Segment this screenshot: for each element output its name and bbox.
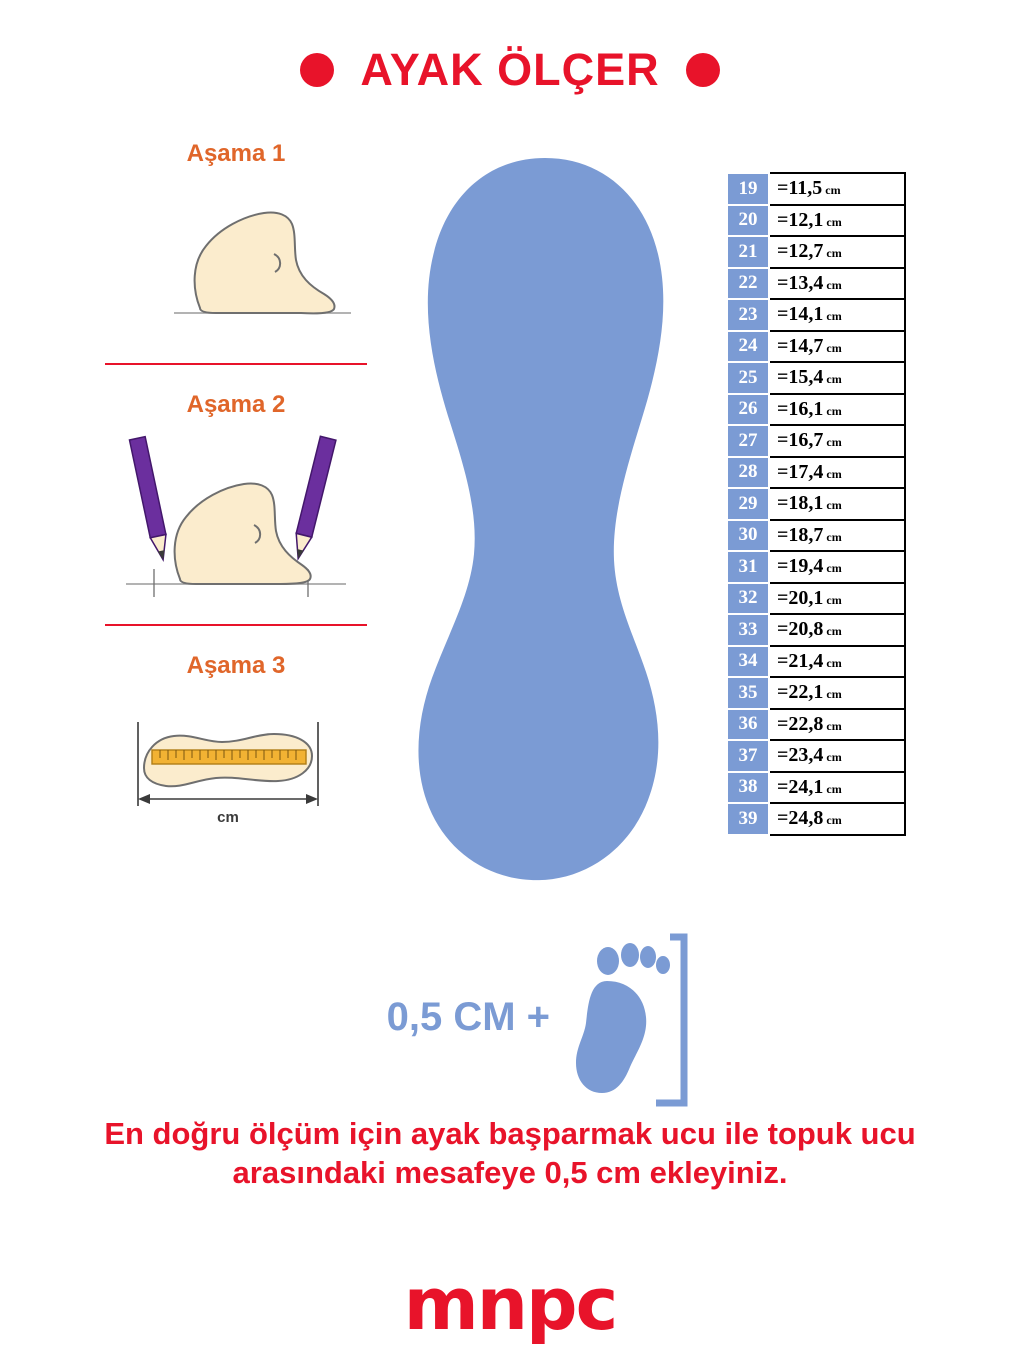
unit-label: cm — [826, 214, 842, 229]
half-cm-label: 0,5 CM + — [386, 995, 550, 1039]
table-row — [727, 205, 905, 237]
length-value: =13,4 — [777, 271, 824, 294]
size-cell: 33 — [727, 614, 769, 646]
length-value: =12,7 — [777, 240, 824, 263]
length-cell — [769, 488, 905, 520]
unit-label: cm — [826, 466, 842, 481]
length-value: =23,4 — [777, 744, 824, 767]
foot-with-ruler-icon — [96, 680, 376, 870]
length-value: =16,7 — [777, 429, 824, 452]
size-cell: 29 — [727, 488, 769, 520]
size-cell: 22 — [727, 268, 769, 300]
unit-label: cm — [826, 592, 842, 607]
unit-label: cm — [826, 372, 842, 387]
length-value: =18,1 — [777, 492, 824, 515]
table-row — [727, 551, 905, 583]
size-cell: 38 — [727, 772, 769, 804]
size-cell: 19 — [727, 173, 769, 205]
table-row — [727, 614, 905, 646]
decorative-dot-left-icon — [300, 53, 334, 87]
page-header — [0, 44, 1020, 96]
ruler-unit-label: cm — [217, 809, 239, 826]
size-cell: 26 — [727, 394, 769, 426]
length-value: =14,1 — [777, 303, 824, 326]
table-row — [727, 394, 905, 426]
table-row — [727, 740, 905, 772]
unit-label: cm — [826, 624, 842, 639]
stage-2-label: Aşama 2 — [186, 391, 286, 418]
size-cell: 37 — [727, 740, 769, 772]
unit-label: cm — [826, 498, 842, 513]
table-row — [727, 299, 905, 331]
unit-label: cm — [825, 183, 841, 198]
stage-3-label: Aşama 3 — [186, 652, 286, 679]
size-cell: 35 — [727, 677, 769, 709]
unit-label: cm — [826, 781, 842, 796]
unit-label: cm — [826, 718, 842, 733]
length-value: =20,8 — [777, 618, 824, 641]
length-value: =11,5 — [777, 177, 823, 200]
table-row — [727, 677, 905, 709]
table-row — [727, 520, 905, 552]
length-value: =17,4 — [777, 460, 824, 483]
table-row — [727, 173, 905, 205]
size-chart-table — [726, 172, 906, 836]
unit-label: cm — [826, 435, 842, 450]
unit-label: cm — [826, 246, 842, 261]
table-row — [727, 331, 905, 363]
length-cell — [769, 173, 905, 205]
table-row — [727, 362, 905, 394]
length-cell — [769, 236, 905, 268]
unit-label: cm — [826, 561, 842, 576]
shoe-sole-illustration — [390, 150, 700, 910]
length-cell — [769, 646, 905, 678]
size-cell: 20 — [727, 205, 769, 237]
length-cell — [769, 331, 905, 363]
half-cm-row — [320, 925, 720, 1115]
stages-column — [96, 140, 376, 875]
table-row — [727, 646, 905, 678]
footprint-icon — [552, 925, 702, 1115]
length-value: =21,4 — [777, 649, 824, 672]
stage-divider-1 — [105, 363, 367, 365]
size-cell: 34 — [727, 646, 769, 678]
unit-label: cm — [826, 309, 842, 324]
length-cell — [769, 551, 905, 583]
table-row — [727, 425, 905, 457]
length-cell — [769, 299, 905, 331]
length-value: =22,1 — [777, 681, 824, 704]
length-cell — [769, 677, 905, 709]
stage-1-block — [96, 140, 376, 363]
table-row — [727, 457, 905, 489]
length-value: =15,4 — [777, 366, 824, 389]
length-cell — [769, 425, 905, 457]
size-chart-body — [727, 173, 905, 835]
length-cell — [769, 772, 905, 804]
unit-label: cm — [826, 655, 842, 670]
size-cell: 30 — [727, 520, 769, 552]
size-cell: 24 — [727, 331, 769, 363]
length-value: =16,1 — [777, 397, 824, 420]
size-cell: 23 — [727, 299, 769, 331]
foot-side-view-icon — [96, 168, 376, 358]
length-cell — [769, 803, 905, 835]
size-cell: 27 — [727, 425, 769, 457]
table-row — [727, 236, 905, 268]
size-cell: 21 — [727, 236, 769, 268]
stage-2-block — [96, 391, 376, 624]
size-cell: 36 — [727, 709, 769, 741]
table-row — [727, 583, 905, 615]
brand-logo: mnpc — [403, 1262, 617, 1346]
decorative-dot-right-icon — [686, 53, 720, 87]
stage-1-label: Aşama 1 — [186, 140, 286, 167]
length-cell — [769, 457, 905, 489]
length-value: =24,1 — [777, 775, 824, 798]
unit-label: cm — [826, 277, 842, 292]
length-cell — [769, 362, 905, 394]
length-cell — [769, 268, 905, 300]
length-cell — [769, 709, 905, 741]
unit-label: cm — [826, 340, 842, 355]
length-cell — [769, 520, 905, 552]
size-cell: 28 — [727, 457, 769, 489]
length-value: =12,1 — [777, 208, 824, 231]
unit-label: cm — [826, 687, 842, 702]
size-cell: 31 — [727, 551, 769, 583]
unit-label: cm — [826, 529, 842, 544]
length-value: =20,1 — [777, 586, 824, 609]
stage-divider-2 — [105, 624, 367, 626]
length-cell — [769, 394, 905, 426]
table-row — [727, 772, 905, 804]
length-cell — [769, 740, 905, 772]
length-cell — [769, 583, 905, 615]
length-value: =14,7 — [777, 334, 824, 357]
page-title: AYAK ÖLÇER — [360, 44, 660, 95]
foot-with-pencils-icon — [96, 419, 376, 619]
table-row — [727, 803, 905, 835]
length-value: =18,7 — [777, 523, 824, 546]
unit-label: cm — [826, 813, 842, 828]
unit-label: cm — [826, 750, 842, 765]
length-value: =24,8 — [777, 807, 824, 830]
stage-3-block — [96, 652, 376, 875]
length-value: =19,4 — [777, 555, 824, 578]
table-row — [727, 709, 905, 741]
size-cell: 25 — [727, 362, 769, 394]
table-row — [727, 268, 905, 300]
unit-label: cm — [826, 403, 842, 418]
measurement-note: En doğru ölçüm için ayak başparmak ucu ile topuk ucu arasındaki mesafeye 0,5 cm ekleyiniz. — [104, 1116, 916, 1190]
length-cell — [769, 205, 905, 237]
length-value: =22,8 — [777, 712, 824, 735]
length-cell — [769, 614, 905, 646]
size-cell: 32 — [727, 583, 769, 615]
size-cell: 39 — [727, 803, 769, 835]
table-row — [727, 488, 905, 520]
